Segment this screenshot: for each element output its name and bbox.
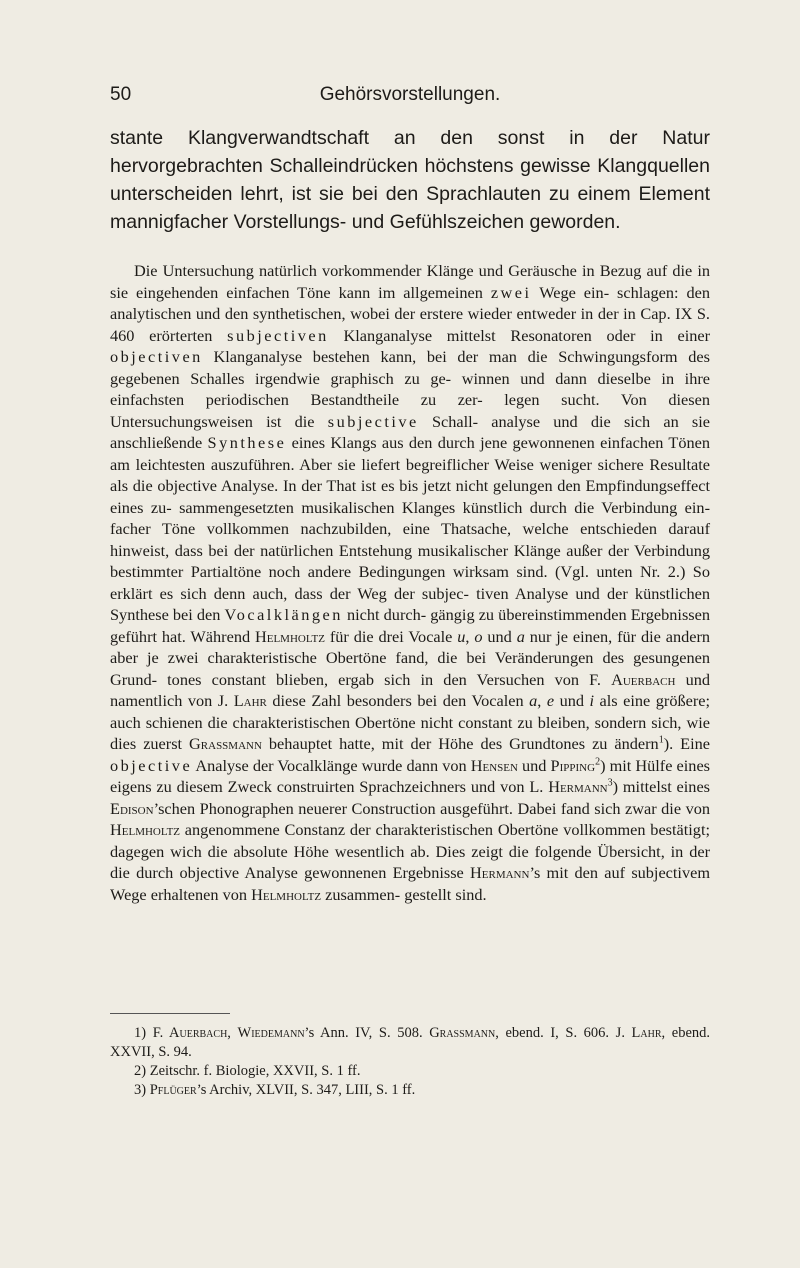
author-name: Hensen bbox=[470, 755, 518, 775]
spaced-emphasis: subjective bbox=[327, 411, 419, 431]
text-run: zusammen- gestellt sind. bbox=[321, 884, 487, 904]
footnote-2 bbox=[110, 1062, 710, 1081]
author-name: Edison bbox=[110, 798, 154, 818]
author-name: Lahr bbox=[233, 691, 267, 710]
text-run: und namentlich von J. bbox=[110, 669, 710, 710]
text-run: eines Klangs aus den durch jene gewonnenen einfachen Tönen am leichtesten auszuführen. Aber sie liefert begreiflicher Weise weniger sichere Resultate als die objective Analyse. In der That ist es bis jetzt nicht gelungen den Empfindungseffect eines zu- sammengesetzten musikalischen Klanges künstlich durch die Verbindung ein- facher Töne vollkommen nachzubilden, eine Thatsache, welche entschieden darauf hinweist, dass bei der natürlichen Entstehung musikalischer Klänge außer der Verbindung bestimmter Partialtöne noch andere Bedingungen wirksam sind. (Vgl. unten Nr. 2.) So erklärt es sich denn auch, dass der Weg der subjec- tiven Analyse und der künstlichen Synthese bei den bbox=[110, 433, 710, 624]
author-name: Grassmann bbox=[429, 1025, 496, 1041]
vowel-italic: a bbox=[516, 626, 525, 646]
author-name: Auerbach bbox=[611, 669, 676, 689]
text-run: ) mit Hülfe eines eigens zu diesem Zweck construirten Sprachzeichners und von L. bbox=[110, 755, 711, 796]
footnote-ref[interactable]: 3 bbox=[607, 777, 613, 789]
spaced-emphasis: objectiven bbox=[110, 347, 203, 366]
vowel-italic: u bbox=[457, 626, 466, 646]
text-run: , ebend. I, S. 606. bbox=[495, 1025, 616, 1041]
intro-paragraph: stante Klangverwandtschaft an den sonst in der Natur hervorgebrachten Schalleindrücken höchstens gewisse Klangquellen unterscheiden lehrt, ist sie bei den Sprachlauten zu einem Element mannigfacher Vorstellungs- und Gefühlszeichen geworden. bbox=[110, 127, 710, 233]
running-head: Gehörsvorstellungen. bbox=[319, 84, 501, 105]
text-run: ’s Ann. IV, S. 508. bbox=[304, 1025, 430, 1041]
vowel-italic: o bbox=[474, 626, 483, 646]
text-run: ’s Archiv, XLVII, S. 347, LIII, S. 1 ff. bbox=[196, 1082, 416, 1098]
footnote-number: 2) bbox=[134, 1063, 147, 1079]
text-run: Zeitschr. f. Biologie, XXVII, S. 1 ff. bbox=[146, 1063, 361, 1079]
footnote-divider bbox=[110, 1013, 230, 1014]
spaced-emphasis: subjectiven bbox=[227, 325, 329, 345]
author-name: J. Lahr bbox=[615, 1025, 662, 1041]
page-number: 50 bbox=[110, 84, 132, 105]
text-run: nicht durch- gängig zu übereinstimmenden Ergebnissen geführt hat. Während bbox=[110, 605, 710, 646]
vowel-italic: e bbox=[546, 691, 555, 710]
text-run: Die Untersuchung natürlich vorkommender Klänge und Geräusche in Bezug auf die in sie eingehenden einfachen Töne kann im allgemeinen bbox=[110, 261, 710, 302]
author-name: F. Auerbach bbox=[152, 1025, 228, 1041]
text-run: , bbox=[537, 691, 547, 710]
text-run: Klanganalyse mittelst Resonatoren oder in einer bbox=[328, 325, 711, 345]
spaced-emphasis: Synthese bbox=[207, 433, 287, 452]
text-run: nur je einen, für die andern aber je zwei charakteristische Obertöne fand, die bei Veränderungen des gesungenen Grund- tones constant blieben, ergab sich in den Versuchen von F. bbox=[110, 626, 711, 689]
text-run: und bbox=[554, 691, 590, 710]
footnote-ref[interactable]: 1 bbox=[658, 734, 664, 746]
author-name: Hermann bbox=[548, 777, 608, 796]
footnote-number: 3) bbox=[134, 1082, 147, 1098]
spaced-emphasis: zwei bbox=[490, 282, 532, 302]
text-run bbox=[146, 1025, 153, 1041]
author-name: Helmholtz bbox=[110, 820, 181, 839]
text-run: für die drei Vocale bbox=[325, 626, 458, 646]
text-run: Analyse der Vocalklänge wurde dann von bbox=[192, 755, 471, 775]
text-run: diese Zahl besonders bei den Vocalen bbox=[266, 691, 530, 710]
vowel-italic: i bbox=[589, 691, 595, 710]
text-run: angenommene Constanz der charakteristischen Obertöne vollkommen bestätigt; dagegen wich die absolute Höhe wesentlich ab. Dies zeigt die folgende Übersicht, in der die durch objective Analyse gewonnenen Ergebnisse bbox=[110, 820, 710, 882]
author-name: Grassmann bbox=[189, 734, 262, 753]
text-run: ) mittelst eines bbox=[612, 777, 711, 796]
text-run: Klanganalyse bestehen kann, bei der man die Schwingungsform des gegebenen Schalles irgendwie graphisch zu ge- winnen und dann dieselbe in ihre einfachsten periodischen Bestandtheile zu zer- legen sucht. Von diesen Untersuchungsweisen ist die bbox=[110, 347, 710, 431]
text-run: und bbox=[482, 626, 517, 646]
text-run: ’schen Phonographen neuerer Construction ausgeführt. Dabei fand sich zwar die von bbox=[153, 798, 710, 818]
author-name: Helmholtz bbox=[251, 884, 322, 904]
author-name: Pflüger bbox=[149, 1082, 197, 1098]
author-name: Wiedemann bbox=[237, 1025, 305, 1041]
text-run: als eine größere; auch schienen die charakteristischen Obertöne nicht constant zu bleiben, sondern sich, wie dies zuerst bbox=[110, 691, 711, 753]
author-name: Helmholtz bbox=[254, 626, 325, 646]
text-run: und bbox=[517, 755, 551, 775]
text-run: Schall- analyse und die sich an sie anschließende bbox=[110, 411, 711, 452]
text-run: Wege ein- schlagen: den analytischen und den synthetischen, wobei der erstere wieder entweder in der in Cap. IX S. 460 erörterten bbox=[110, 282, 710, 345]
text-run: , ebend. XXVII, S. 94. bbox=[110, 1025, 711, 1060]
body-paragraph bbox=[110, 260, 710, 905]
spaced-emphasis: Vocalklängen bbox=[224, 605, 343, 624]
text-run: , bbox=[227, 1025, 238, 1041]
text-run: , bbox=[465, 626, 475, 646]
spaced-emphasis: objective bbox=[110, 755, 193, 775]
footnote-number: 1) bbox=[134, 1025, 147, 1041]
footnote-ref[interactable]: 2 bbox=[595, 756, 601, 768]
text-run: behauptet hatte, mit der Höhe des Grundtones zu ändern bbox=[261, 734, 659, 753]
text-run: ). Eine bbox=[663, 734, 710, 753]
footnote-3 bbox=[110, 1081, 710, 1100]
page-header bbox=[110, 84, 710, 114]
vowel-italic: a bbox=[529, 691, 538, 710]
author-name: Pipping bbox=[550, 755, 596, 775]
footnote-1 bbox=[110, 1024, 710, 1062]
text-run: ’s mit den auf subjectivem Wege erhaltenen von bbox=[110, 863, 710, 904]
footnotes bbox=[110, 1024, 710, 1100]
author-name: Hermann bbox=[470, 863, 530, 882]
